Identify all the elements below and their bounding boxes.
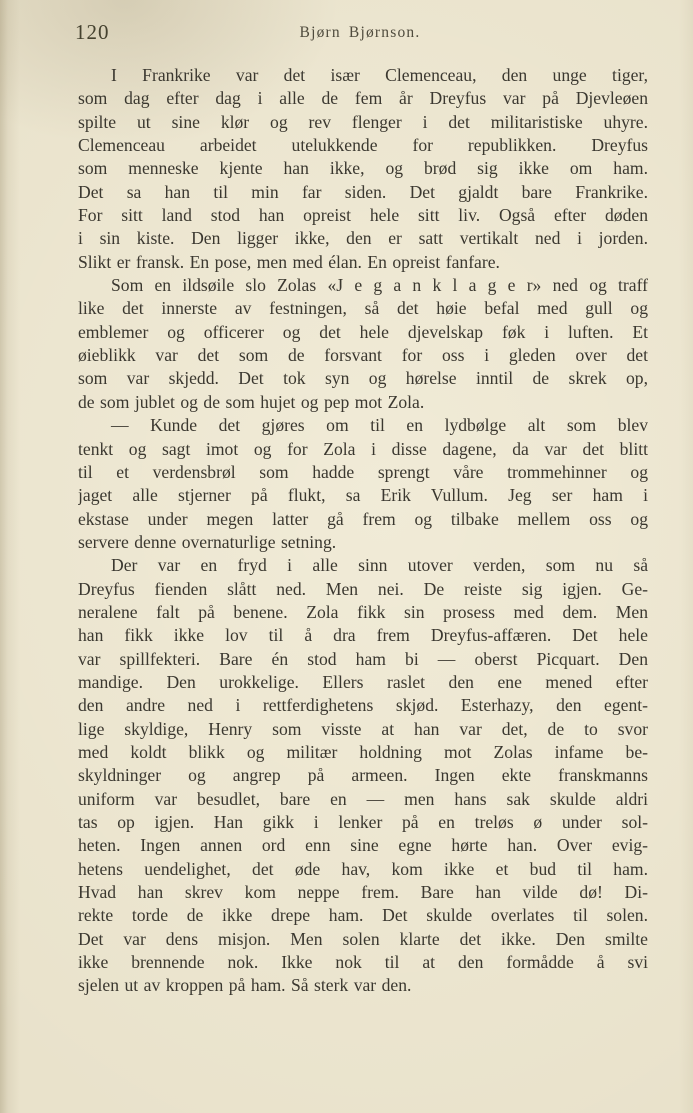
text-line: øieblikk var det som de forsvant for oss i gleden over det	[78, 345, 648, 366]
text-block	[78, 64, 648, 998]
text-line: ekstase under megen latter gå frem og tilbake mellem oss og	[78, 508, 648, 529]
text-line: spilte ut sine klør og rev flenger i det militaristiske uhyre.	[78, 111, 648, 132]
text-line: som dag efter dag i alle de fem år Dreyfus var på Djevleøen	[78, 88, 648, 109]
text-line: Hvad han skrev kom neppe frem. Bare han vilde dø! Di-	[78, 882, 648, 903]
text-line: lige skyldige, Henry som visste at han var det, de to svor	[78, 718, 648, 739]
text-line: Der var en fryd i alle sinn utover verden, som nu så	[111, 555, 648, 576]
text-line: skyldninger og angrep på armeen. Ingen ekte franskmanns	[78, 765, 648, 786]
text-line: sjelen ut av kroppen på ham. Så sterk var den.	[78, 975, 412, 996]
text-line: til et verdensbrøl som hadde sprengt våre trommehinner og	[78, 461, 648, 482]
text-line: jaget alle stjerner på flukt, sa Erik Vullum. Jeg ser ham i	[78, 485, 648, 506]
running-header-title: Bjørn Bjørnson.	[299, 24, 421, 41]
paragraph-1	[78, 64, 648, 274]
text-line: Det var dens misjon. Men solen klarte det ikke. Den smilte	[78, 928, 648, 949]
text-line: var spillfekteri. Bare én stod ham bi — oberst Picquart. Den	[78, 648, 648, 669]
text-line: som menneske kjente han ikke, og brød sig ikke om ham.	[78, 158, 648, 179]
text-line: ikke brennende nok. Ikke nok til at den formådde å svi	[78, 952, 648, 973]
text-line: de som jublet og de som hujet og pep mot Zola.	[78, 391, 425, 412]
paragraph-3	[78, 414, 648, 554]
text-line: tenkt og sagt imot og for Zola i disse dagene, da var det blitt	[78, 438, 648, 459]
text-line: emblemer og officerer og det hele djevelskap føk i luften. Et	[78, 321, 648, 342]
text-line: den andre ned i rettferdighetens skjød. Esterhazy, den egent-	[78, 695, 648, 716]
paragraph-4	[78, 554, 648, 998]
page-number: 120	[75, 20, 110, 44]
text-line: hetens uendelighet, det øde hav, kom ikke et bud til ham.	[78, 858, 648, 879]
text-line: uniform var besudlet, bare en — men hans sak skulde aldri	[78, 788, 648, 809]
text-line: mandige. Den urokkelige. Ellers raslet den ene mened efter	[78, 671, 648, 692]
text-line: som var skjedd. Det tok syn og hørelse inntil de skrek op,	[78, 368, 648, 389]
text-line: For sitt land stod han opreist hele sitt liv. Også efter døden	[78, 205, 648, 226]
page-header	[75, 20, 645, 48]
text-line: Slikt er fransk. En pose, men med élan. En opreist fanfare.	[78, 251, 500, 272]
text-line: Clemenceau arbeidet utelukkende for republikken. Dreyfus	[78, 135, 648, 156]
text-line: Dreyfus fienden slått ned. Men nei. De reiste sig igjen. Ge-	[78, 578, 648, 599]
text-line: han fikk ikke lov til å dra frem Dreyfus-affæren. Det hele	[78, 625, 648, 646]
text-line: — Kunde det gjøres om til en lydbølge alt som blev	[111, 415, 648, 436]
text-line: servere denne overnaturlige setning.	[78, 531, 337, 552]
text-line: neralene falt på benene. Zola fikk sin prosess med dem. Men	[78, 601, 648, 622]
text-line: Det sa han til min far siden. Det gjaldt bare Frankrike.	[78, 181, 648, 202]
text-line: I Frankrike var det især Clemenceau, den unge tiger,	[111, 65, 648, 85]
text-line: like det innerste av festningen, så det høie befal med gull og	[78, 298, 648, 319]
text-line: Som en ildsøile slo Zolas «J e g a n k l a g e r» ned og traff	[111, 275, 648, 296]
text-line: tas op igjen. Han gikk i lenker på en treløs ø under sol-	[78, 812, 648, 832]
paragraph-2	[78, 274, 648, 414]
text-line: heten. Ingen annen ord enn sine egne hørte han. Over evig-	[78, 835, 648, 856]
text-line: rekte torde de ikke drepe ham. Det skulde overlates til solen.	[78, 905, 648, 926]
text-line: med koldt blikk og militær holdning mot Zolas infame be-	[78, 741, 648, 762]
text-line: i sin kiste. Den ligger ikke, den er satt vertikalt ned i jorden.	[78, 228, 648, 249]
